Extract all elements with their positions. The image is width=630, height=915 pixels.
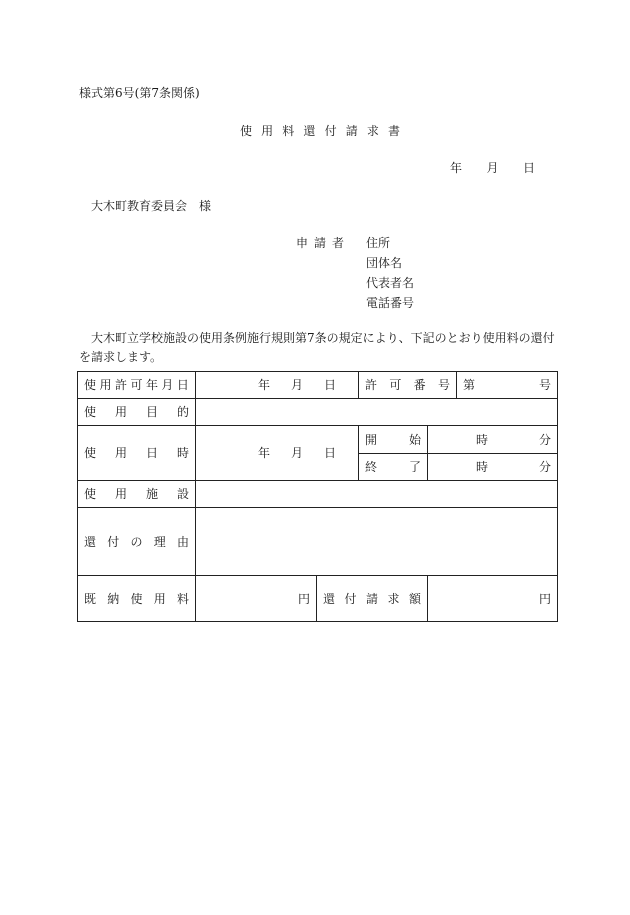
applicant-address-field[interactable] bbox=[366, 236, 413, 256]
end-time-value[interactable]: 時 分 bbox=[428, 454, 558, 481]
char: 者 bbox=[331, 236, 344, 250]
char: 使 bbox=[130, 591, 143, 606]
start-label bbox=[359, 426, 428, 454]
char: 額 bbox=[409, 591, 422, 606]
applicant-phone-field[interactable]: 電話番号 bbox=[366, 296, 415, 310]
char: 料 bbox=[282, 124, 295, 138]
char: 還 bbox=[84, 534, 97, 549]
purpose-value[interactable] bbox=[196, 399, 558, 426]
char: 月 bbox=[291, 446, 304, 460]
char: 申 bbox=[296, 236, 309, 250]
char: 還 bbox=[323, 591, 336, 606]
char: 用 bbox=[114, 405, 127, 419]
table-row bbox=[78, 576, 558, 622]
char: 団 bbox=[366, 256, 379, 270]
end-label bbox=[359, 454, 428, 481]
char: 用 bbox=[114, 446, 127, 460]
char: 理 bbox=[153, 534, 166, 549]
char: 書 bbox=[387, 124, 400, 138]
paid-fee-label bbox=[78, 576, 196, 622]
purpose-label bbox=[78, 399, 196, 426]
char: 住 bbox=[366, 236, 379, 250]
char: 年 bbox=[145, 378, 158, 392]
table-row bbox=[78, 372, 558, 399]
char: 付 bbox=[324, 124, 337, 138]
char: 設 bbox=[176, 487, 189, 501]
reason-label bbox=[78, 508, 196, 576]
char: 日 bbox=[522, 161, 535, 175]
char: 付 bbox=[107, 534, 120, 549]
char: 還 bbox=[303, 124, 316, 138]
char: の bbox=[130, 534, 143, 549]
char: 目 bbox=[145, 405, 158, 419]
char: 請 bbox=[313, 236, 326, 250]
char: 月 bbox=[486, 161, 499, 175]
facility-label bbox=[78, 481, 196, 508]
refund-request-table bbox=[77, 371, 558, 622]
char: 用 bbox=[114, 487, 127, 501]
char: 日 bbox=[145, 446, 158, 460]
document-title bbox=[240, 124, 400, 138]
char: 号 bbox=[438, 378, 451, 392]
addressee: 大木町教育委員会 様 bbox=[91, 199, 212, 213]
facility-value[interactable] bbox=[196, 481, 558, 508]
datetime-label bbox=[78, 426, 196, 481]
permit-date-value[interactable] bbox=[196, 372, 359, 399]
char: 使 bbox=[84, 378, 97, 392]
applicant-representative-field[interactable]: 代表者名 bbox=[366, 276, 415, 290]
char: 名 bbox=[390, 256, 403, 270]
char: 用 bbox=[261, 124, 274, 138]
char: 始 bbox=[409, 432, 422, 447]
char: 付 bbox=[344, 591, 357, 606]
char: 月 bbox=[161, 378, 174, 392]
paid-fee-value[interactable]: 円 bbox=[196, 576, 317, 622]
request-statement: 大木町立学校施設の使用条例施行規則第7条の規定により、下記のとおり使用料の還付を請求します。 bbox=[79, 331, 555, 364]
char: 料 bbox=[176, 591, 189, 606]
char: 日 bbox=[324, 378, 337, 392]
char: 日 bbox=[176, 378, 189, 392]
refund-amount-value[interactable]: 円 bbox=[428, 576, 558, 622]
char: 開 bbox=[365, 432, 378, 447]
applicant-label bbox=[296, 236, 344, 250]
char: 許 bbox=[114, 378, 127, 392]
char: 日 bbox=[324, 446, 337, 460]
submission-date bbox=[450, 161, 535, 175]
char: 使 bbox=[84, 405, 97, 419]
usage-date-value[interactable] bbox=[196, 426, 359, 481]
char: 納 bbox=[107, 591, 120, 606]
reason-value[interactable] bbox=[196, 508, 558, 576]
char: 終 bbox=[365, 460, 378, 474]
char: 番 bbox=[413, 378, 426, 392]
char: 求 bbox=[387, 591, 400, 606]
char: 体 bbox=[378, 256, 391, 270]
char: 的 bbox=[176, 405, 189, 419]
char: 請 bbox=[366, 591, 379, 606]
permit-date-label bbox=[78, 372, 196, 399]
start-time-value[interactable]: 時 分 bbox=[428, 426, 558, 454]
char: 使 bbox=[84, 487, 97, 501]
char: 用 bbox=[99, 378, 112, 392]
table-row bbox=[78, 426, 558, 454]
char: 使 bbox=[84, 446, 97, 460]
char: 請 bbox=[345, 124, 358, 138]
char: 月 bbox=[291, 378, 304, 392]
table-row bbox=[78, 481, 558, 508]
form-number-label: 様式第6号(第7条関係) bbox=[79, 86, 200, 100]
char: 年 bbox=[258, 446, 271, 460]
char: 既 bbox=[84, 591, 97, 606]
char: 施 bbox=[145, 487, 158, 501]
char: 年 bbox=[450, 161, 463, 175]
char: 時 bbox=[176, 446, 189, 460]
table-row bbox=[78, 399, 558, 426]
char: 所 bbox=[378, 236, 391, 250]
char: 許 bbox=[365, 378, 378, 392]
char: 可 bbox=[389, 378, 402, 392]
char: 使 bbox=[240, 124, 253, 138]
char: 年 bbox=[258, 378, 271, 392]
refund-amount-label bbox=[317, 576, 428, 622]
applicant-fields bbox=[366, 236, 414, 316]
char: 由 bbox=[176, 534, 189, 549]
char: 求 bbox=[366, 124, 379, 138]
char: 了 bbox=[409, 460, 422, 474]
char: 可 bbox=[130, 378, 143, 392]
table-row bbox=[78, 508, 558, 576]
applicant-group-name-field[interactable] bbox=[366, 256, 413, 276]
permit-number-label bbox=[359, 372, 457, 399]
char: 用 bbox=[153, 591, 166, 606]
permit-number-value[interactable]: 第 号 bbox=[457, 372, 558, 399]
